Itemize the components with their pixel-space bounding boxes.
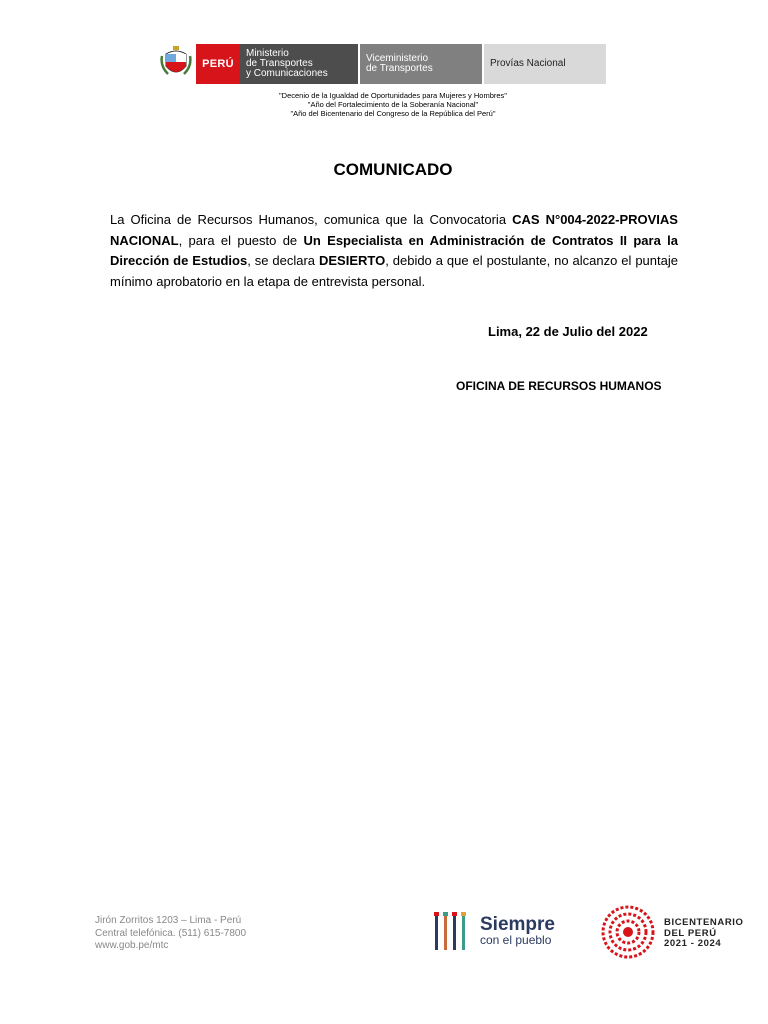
- years-text: 2021 - 2024: [664, 938, 722, 950]
- siempre-text: Siempre: [480, 914, 555, 935]
- motto-line: "Año del Fortalecimiento de la Soberanía Nacional": [307, 100, 479, 109]
- people-figures-icon: [432, 910, 474, 952]
- status-declared: DESIERTO: [318, 253, 386, 268]
- website-link[interactable]: www.gob.pe/mtc: [95, 940, 169, 951]
- signing-office: OFICINA DE RECURSOS HUMANOS: [456, 379, 662, 393]
- del-peru-text: DEL PERÚ: [664, 927, 717, 939]
- year-mottos: [0, 91, 768, 118]
- viceministry-label: Viceministerio de Transportes: [360, 44, 482, 84]
- position-name: Un Especialista en Administración de Contratos II para la Dirección de Estudios: [110, 232, 678, 268]
- pueblo-text: con el pueblo: [480, 933, 552, 947]
- motto-line: "Decenio de la Igualdad de Oportunidades para Mujeres y Hombres": [279, 91, 507, 100]
- ministry-label: Ministerio de Transportes y Comunicaciones: [240, 44, 358, 84]
- bicentenario-logo: [600, 906, 744, 962]
- peru-label: PERÚ: [196, 44, 240, 84]
- coat-of-arms-icon: [156, 44, 196, 84]
- document-date: Lima, 22 de Julio del 2022: [488, 324, 648, 339]
- bicentenario-emblem-icon: [600, 904, 656, 965]
- footer-address: Jirón Zorritos 1203 – Lima - Perú Central telefónica. (511) 615-7800 www.gob.pe/mtc: [95, 915, 247, 951]
- institutional-header: [156, 44, 606, 84]
- bicentenario-text: BICENTENARIO: [664, 917, 744, 929]
- siempre-con-el-pueblo-logo: [432, 906, 555, 956]
- motto-line: "Año del Bicentenario del Congreso de la República del Perú": [290, 109, 496, 118]
- convocatoria-code: CAS N°004-2022-PROVIAS NACIONAL: [110, 212, 678, 248]
- entity-label: Provías Nacional: [484, 44, 606, 84]
- document-title: COMUNICADO: [333, 160, 453, 179]
- announcement-paragraph: La Oficina de Recursos Humanos, comunica que la Convocatoria CAS N°004-2022-PROVIAS NACIONAL, para el puesto de Un Especialista en Administración de Contratos II para la Dirección de Estudios, se declara DESIERTO, debido a que el postulante, no alcanzo el puntaje mínimo aprobatorio en la etapa de entrevista personal.: [110, 212, 678, 289]
